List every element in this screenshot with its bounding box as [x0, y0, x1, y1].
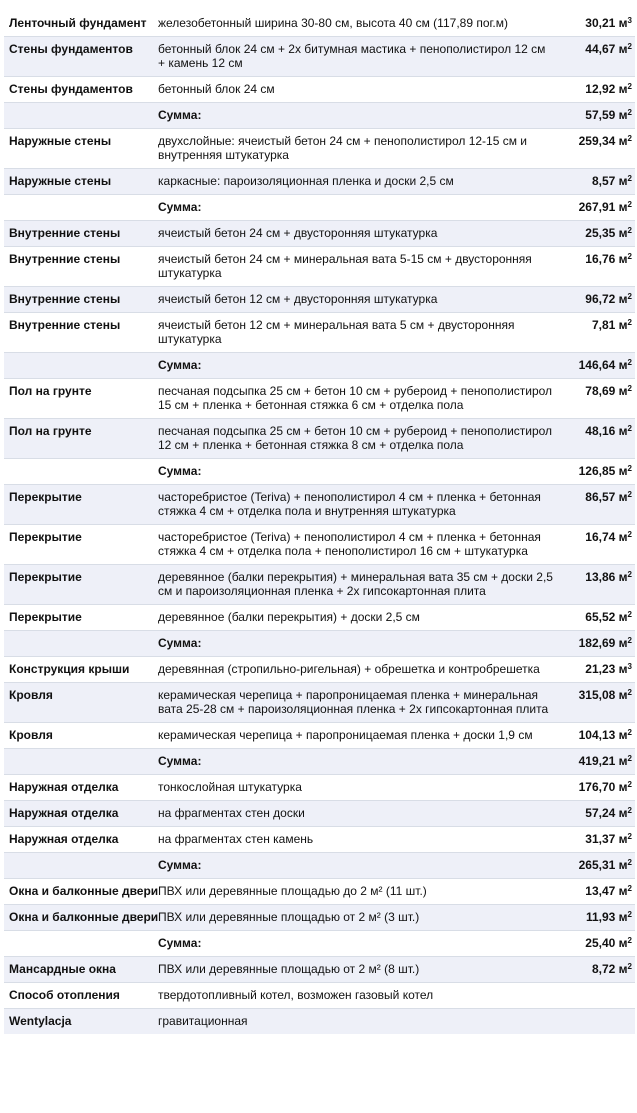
quantity-value: 104,13 — [578, 728, 616, 742]
table-row — [4, 683, 635, 723]
table-row — [4, 605, 635, 631]
element-description: ячеистый бетон 24 см + минеральная вата 5-15 см + двусторонняя штукатурка — [154, 247, 558, 287]
table-row — [4, 221, 635, 247]
quantity-value: 25,40 — [585, 936, 616, 950]
element-description: песчаная подсыпка 25 см + бетон 10 см + рубероид + пенополистирол 12 см + пленка + бетонная стяжка 8 см + отделка пола — [154, 419, 558, 459]
table-row — [4, 37, 635, 77]
element-name: Кровля — [4, 723, 154, 749]
quantity-value: 78,69 — [585, 384, 616, 398]
element-description: гравитационная — [154, 1009, 558, 1035]
quantity-value: 315,08 — [578, 688, 616, 702]
element-quantity — [558, 525, 635, 565]
element-name: Wentylacja — [4, 1009, 154, 1035]
element-quantity — [558, 657, 635, 683]
table-row — [4, 1009, 635, 1035]
unit-exponent: 2 — [627, 42, 632, 51]
sum-label: Сумма: — [154, 631, 558, 657]
table-row — [4, 287, 635, 313]
unit-exponent: 2 — [627, 636, 632, 645]
element-description: каркасные: пароизоляционная пленка и доски 2,5 см — [154, 169, 558, 195]
quantity-unit: м — [618, 962, 628, 976]
element-quantity — [558, 37, 635, 77]
quantity-unit: м — [618, 200, 628, 214]
element-description: керамическая черепица + паропроницаемая пленка + доски 1,9 см — [154, 723, 558, 749]
sum-label: Сумма: — [154, 853, 558, 879]
table-row — [4, 129, 635, 169]
quantity-unit: м — [618, 728, 628, 742]
element-quantity — [558, 749, 635, 775]
element-description: ПВХ или деревянные площадью от 2 м² (3 шт.) — [154, 905, 558, 931]
unit-exponent: 2 — [627, 936, 632, 945]
quantity-value: 13,47 — [585, 884, 616, 898]
quantity-unit: м — [618, 384, 628, 398]
sum-row — [4, 931, 635, 957]
table-row — [4, 485, 635, 525]
element-quantity — [558, 169, 635, 195]
quantity-unit: м — [618, 292, 628, 306]
element-quantity — [558, 827, 635, 853]
element-quantity — [558, 103, 635, 129]
quantity-unit: м — [618, 570, 628, 584]
unit-exponent: 2 — [627, 252, 632, 261]
element-quantity — [558, 957, 635, 983]
element-description: бетонный блок 24 см — [154, 77, 558, 103]
unit-exponent: 2 — [627, 226, 632, 235]
element-name: Перекрытие — [4, 565, 154, 605]
element-quantity — [558, 11, 635, 37]
sum-row — [4, 749, 635, 775]
quantity-value: 182,69 — [578, 636, 616, 650]
element-name: Конструкция крыши — [4, 657, 154, 683]
element-quantity — [558, 287, 635, 313]
quantity-value: 265,31 — [578, 858, 616, 872]
table-row — [4, 379, 635, 419]
element-description: на фрагментах стен камень — [154, 827, 558, 853]
quantity-unit: м — [618, 806, 628, 820]
table-row — [4, 313, 635, 353]
quantity-unit: м — [618, 530, 628, 544]
sum-row — [4, 853, 635, 879]
table-row — [4, 657, 635, 683]
quantity-value: 8,57 — [591, 174, 616, 188]
element-quantity — [558, 605, 635, 631]
unit-exponent: 2 — [627, 780, 632, 789]
element-name: Наружная отделка — [4, 775, 154, 801]
quantity-unit: м — [618, 424, 628, 438]
element-name: Способ отопления — [4, 983, 154, 1009]
element-name: Мансардные окна — [4, 957, 154, 983]
quantity-unit: м — [618, 82, 628, 96]
quantity-value: 146,64 — [578, 358, 616, 372]
element-description: песчаная подсыпка 25 см + бетон 10 см + рубероид + пенополистирол 15 см + пленка + бетонная стяжка 6 см + отделка пола — [154, 379, 558, 419]
unit-exponent: 2 — [627, 384, 632, 393]
quantity-value: 419,21 — [578, 754, 616, 768]
table-row — [4, 879, 635, 905]
unit-exponent: 2 — [627, 174, 632, 183]
element-name: Окна и балконные двери — [4, 879, 154, 905]
table-row — [4, 983, 635, 1009]
element-description: часторебристое (Teriva) + пенополистирол 4 см + пленка + бетонная стяжка 4 см + отделка пола и внутренняя штукатурка — [154, 485, 558, 525]
quantity-value: 57,59 — [585, 108, 616, 122]
table-row — [4, 775, 635, 801]
element-quantity — [558, 459, 635, 485]
element-name: Кровля — [4, 683, 154, 723]
sum-label: Сумма: — [154, 459, 558, 485]
quantity-value: 96,72 — [585, 292, 616, 306]
element-quantity — [558, 879, 635, 905]
sum-label: Сумма: — [154, 195, 558, 221]
unit-exponent: 2 — [627, 424, 632, 433]
element-name: Перекрытие — [4, 605, 154, 631]
quantity-unit: м — [618, 936, 628, 950]
sum-row — [4, 459, 635, 485]
quantity-value: 267,91 — [578, 200, 616, 214]
table-row — [4, 723, 635, 749]
quantity-unit: м — [618, 636, 628, 650]
quantity-unit: м — [618, 610, 628, 624]
element-name: Окна и балконные двери — [4, 905, 154, 931]
quantity-unit: м — [618, 910, 628, 924]
table-row — [4, 565, 635, 605]
table-row — [4, 905, 635, 931]
table-row — [4, 957, 635, 983]
element-quantity — [558, 565, 635, 605]
element-description: часторебристое (Teriva) + пенополистирол 4 см + пленка + бетонная стяжка 4 см + отделка пола + пенополистирол 16 см + штукатурка — [154, 525, 558, 565]
unit-exponent: 2 — [627, 806, 632, 815]
element-description: деревянное (балки перекрытия) + доски 2,5 см — [154, 605, 558, 631]
element-name — [4, 103, 154, 129]
quantity-value: 7,81 — [591, 318, 616, 332]
unit-exponent: 2 — [627, 832, 632, 841]
unit-exponent: 2 — [627, 134, 632, 143]
unit-exponent: 3 — [627, 16, 632, 25]
unit-exponent: 2 — [627, 688, 632, 697]
element-description: железобетонный ширина 30-80 см, высота 40 см (117,89 пог.м) — [154, 11, 558, 37]
element-name: Внутренние стены — [4, 247, 154, 287]
quantity-value: 259,34 — [578, 134, 616, 148]
quantity-value: 126,85 — [578, 464, 616, 478]
element-quantity — [558, 683, 635, 723]
element-name: Наружная отделка — [4, 827, 154, 853]
element-name: Пол на грунте — [4, 379, 154, 419]
materials-table — [4, 11, 635, 1034]
quantity-unit: м — [618, 754, 628, 768]
quantity-unit: м — [618, 174, 628, 188]
element-name: Стены фундаментов — [4, 77, 154, 103]
quantity-value: 16,74 — [585, 530, 616, 544]
sum-row — [4, 103, 635, 129]
quantity-value: 86,57 — [585, 490, 616, 504]
element-quantity — [558, 247, 635, 287]
element-name — [4, 853, 154, 879]
unit-exponent: 2 — [627, 464, 632, 473]
unit-exponent: 2 — [627, 200, 632, 209]
element-quantity — [558, 853, 635, 879]
table-row — [4, 77, 635, 103]
element-quantity — [558, 931, 635, 957]
element-description: деревянное (балки перекрытия) + минеральная вата 35 см + доски 2,5 см и пароизоляционная пленка + 2х гипсокартонная плита — [154, 565, 558, 605]
unit-exponent: 2 — [627, 358, 632, 367]
unit-exponent: 2 — [627, 754, 632, 763]
quantity-unit: м — [618, 858, 628, 872]
quantity-value: 48,16 — [585, 424, 616, 438]
element-description: ПВХ или деревянные площадью до 2 м² (11 шт.) — [154, 879, 558, 905]
quantity-value: 8,72 — [591, 962, 616, 976]
unit-exponent: 2 — [627, 318, 632, 327]
element-description: двухслойные: ячеистый бетон 24 см + пенополистирол 12-15 см и внутренняя штукатурка — [154, 129, 558, 169]
quantity-unit: м — [618, 134, 628, 148]
quantity-value: 44,67 — [585, 42, 616, 56]
unit-exponent: 2 — [627, 962, 632, 971]
quantity-value: 65,52 — [585, 610, 616, 624]
element-description: ячеистый бетон 12 см + минеральная вата 5 см + двусторонняя штукатурка — [154, 313, 558, 353]
unit-exponent: 2 — [627, 570, 632, 579]
quantity-unit: м — [618, 226, 628, 240]
quantity-unit: м — [618, 490, 628, 504]
quantity-unit: м — [618, 108, 628, 122]
element-name: Наружные стены — [4, 169, 154, 195]
quantity-unit: м — [618, 318, 628, 332]
element-description: ПВХ или деревянные площадью от 2 м² (8 шт.) — [154, 957, 558, 983]
element-description: ячеистый бетон 24 см + двусторонняя штукатурка — [154, 221, 558, 247]
sum-row — [4, 631, 635, 657]
unit-exponent: 2 — [627, 292, 632, 301]
element-quantity — [558, 77, 635, 103]
element-quantity — [558, 723, 635, 749]
element-name: Наружные стены — [4, 129, 154, 169]
quantity-unit: м — [618, 252, 628, 266]
element-quantity — [558, 631, 635, 657]
quantity-value: 30,21 — [585, 16, 616, 30]
sum-label: Сумма: — [154, 353, 558, 379]
element-quantity — [558, 353, 635, 379]
table-row — [4, 801, 635, 827]
element-name: Внутренние стены — [4, 221, 154, 247]
element-quantity — [558, 221, 635, 247]
table-row — [4, 827, 635, 853]
table-row — [4, 247, 635, 287]
element-quantity — [558, 905, 635, 931]
element-name: Стены фундаментов — [4, 37, 154, 77]
unit-exponent: 2 — [627, 910, 632, 919]
quantity-value: 176,70 — [578, 780, 616, 794]
sum-label: Сумма: — [154, 931, 558, 957]
quantity-unit: м — [618, 780, 628, 794]
element-name — [4, 749, 154, 775]
sum-row — [4, 195, 635, 221]
element-description: ячеистый бетон 12 см + двусторонняя штукатурка — [154, 287, 558, 313]
unit-exponent: 2 — [627, 108, 632, 117]
quantity-unit: м — [618, 832, 628, 846]
element-name — [4, 195, 154, 221]
quantity-value: 31,37 — [585, 832, 616, 846]
element-description: твердотопливный котел, возможен газовый котел — [154, 983, 558, 1009]
quantity-value: 16,76 — [585, 252, 616, 266]
element-name: Ленточный фундамент — [4, 11, 154, 37]
table-row — [4, 525, 635, 565]
element-quantity — [558, 983, 635, 1009]
element-quantity — [558, 195, 635, 221]
unit-exponent: 2 — [627, 610, 632, 619]
materials-table-body — [4, 11, 635, 1034]
element-name: Внутренние стены — [4, 287, 154, 313]
element-quantity — [558, 419, 635, 459]
element-description: бетонный блок 24 см + 2х битумная мастика + пенополистирол 12 см + камень 12 см — [154, 37, 558, 77]
quantity-unit: м — [618, 16, 628, 30]
element-quantity — [558, 775, 635, 801]
sum-label: Сумма: — [154, 103, 558, 129]
element-quantity — [558, 1009, 635, 1035]
element-quantity — [558, 801, 635, 827]
quantity-value: 13,86 — [585, 570, 616, 584]
element-name — [4, 459, 154, 485]
element-description: на фрагментах стен доски — [154, 801, 558, 827]
element-quantity — [558, 313, 635, 353]
element-name: Перекрытие — [4, 485, 154, 525]
quantity-value: 25,35 — [585, 226, 616, 240]
sum-row — [4, 353, 635, 379]
element-quantity — [558, 129, 635, 169]
table-row — [4, 169, 635, 195]
table-row — [4, 11, 635, 37]
unit-exponent: 3 — [627, 662, 632, 671]
quantity-unit: м — [618, 884, 628, 898]
unit-exponent: 2 — [627, 82, 632, 91]
quantity-unit: м — [618, 358, 628, 372]
quantity-unit: м — [618, 662, 628, 676]
unit-exponent: 2 — [627, 858, 632, 867]
element-name: Пол на грунте — [4, 419, 154, 459]
quantity-unit: м — [618, 688, 628, 702]
element-quantity — [558, 379, 635, 419]
element-name: Перекрытие — [4, 525, 154, 565]
element-name — [4, 631, 154, 657]
element-description: тонкослойная штукатурка — [154, 775, 558, 801]
quantity-value: 21,23 — [585, 662, 616, 676]
table-row — [4, 419, 635, 459]
element-name — [4, 931, 154, 957]
quantity-value: 12,92 — [585, 82, 616, 96]
unit-exponent: 2 — [627, 884, 632, 893]
element-description: деревянная (стропильно-ригельная) + обрешетка и контробрешетка — [154, 657, 558, 683]
unit-exponent: 2 — [627, 530, 632, 539]
unit-exponent: 2 — [627, 728, 632, 737]
element-name — [4, 353, 154, 379]
element-description: керамическая черепица + паропроницаемая пленка + минеральная вата 25-28 см + пароизоляционная пленка + 2х гипсокартонная плита — [154, 683, 558, 723]
quantity-value: 57,24 — [585, 806, 616, 820]
quantity-unit: м — [618, 42, 628, 56]
element-name: Наружная отделка — [4, 801, 154, 827]
element-quantity — [558, 485, 635, 525]
sum-label: Сумма: — [154, 749, 558, 775]
element-name: Внутренние стены — [4, 313, 154, 353]
unit-exponent: 2 — [627, 490, 632, 499]
quantity-value: 11,93 — [585, 910, 616, 924]
quantity-unit: м — [618, 464, 628, 478]
